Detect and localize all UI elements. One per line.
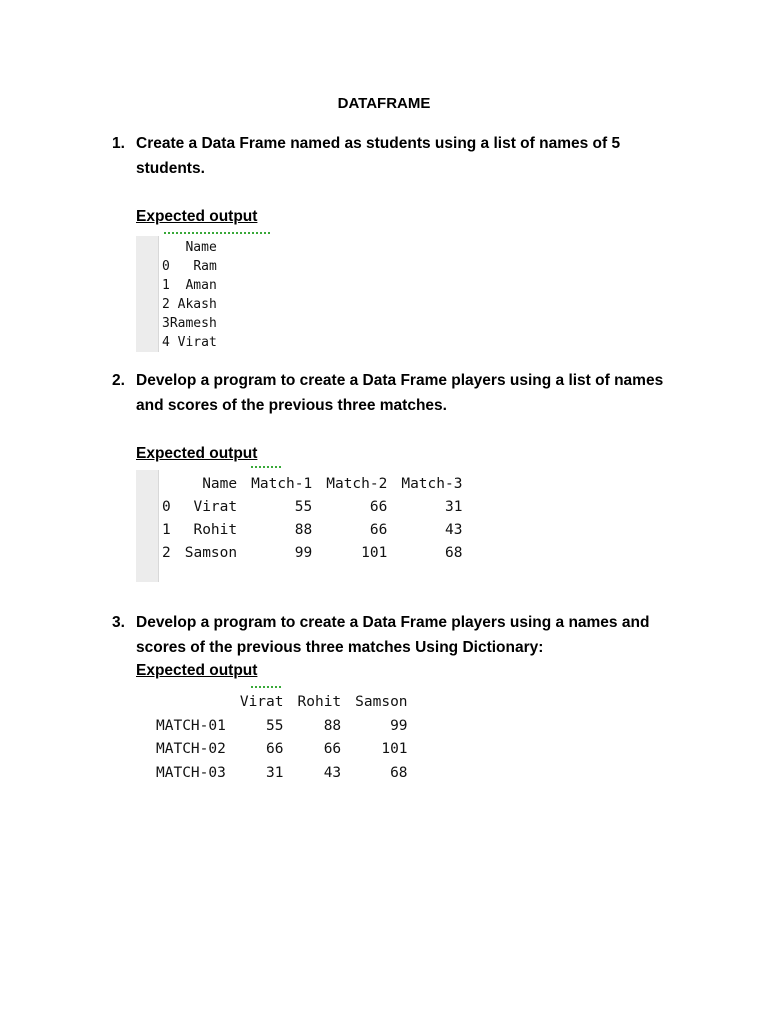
- column-header: Name: [202, 476, 238, 492]
- table-row: [156, 715, 408, 739]
- table-cell: 68: [444, 545, 463, 561]
- table-cell: Aman: [185, 278, 217, 293]
- table-cell: 43: [323, 764, 342, 781]
- table-header-row: [162, 473, 462, 496]
- row-index: 1: [162, 278, 170, 293]
- question-2: [112, 368, 672, 418]
- row-index: 1: [162, 522, 171, 538]
- table-cell: Virat: [193, 499, 238, 515]
- table-cell: 31: [266, 764, 284, 781]
- question-text: Create a Data Frame named as students using a list of names of 5 students.: [136, 135, 621, 177]
- table-cell: 31: [444, 499, 463, 515]
- index-header: [162, 238, 170, 257]
- row-index: 2: [162, 297, 170, 312]
- table-cell: 88: [294, 522, 313, 538]
- dataframe-table: [156, 691, 408, 785]
- table-header-row: [162, 238, 217, 257]
- column-header: Name: [185, 240, 217, 255]
- question-3: [112, 610, 672, 660]
- expected-output-label: Expected output: [136, 208, 258, 225]
- table-cell: Samson: [184, 545, 238, 561]
- question-text: Develop a program to create a Data Frame players using a list of names and scores of the previous three matches.: [136, 372, 664, 414]
- question-text: Develop a program to create a Data Frame players using a names and scores of the previous three matches Using Dictionary:: [136, 614, 650, 656]
- column-header: Match-1: [251, 476, 313, 492]
- row-index: 3: [162, 316, 170, 331]
- table-cell: Akash: [177, 297, 217, 312]
- question-number: 1.: [112, 135, 125, 152]
- expected-output-label: Expected output: [136, 662, 258, 679]
- question-number: 2.: [112, 372, 125, 389]
- question-number: 3.: [112, 614, 125, 631]
- row-index: 0: [162, 499, 171, 515]
- table-header-row: [156, 691, 408, 715]
- row-index: MATCH-01: [156, 717, 226, 734]
- row-index: 2: [162, 545, 171, 561]
- table-cell: 55: [266, 717, 284, 734]
- table-cell: 43: [444, 522, 463, 538]
- row-index: MATCH-03: [156, 764, 226, 781]
- column-header: Virat: [239, 694, 284, 710]
- index-header: [156, 691, 226, 715]
- table-cell: Ram: [193, 259, 217, 274]
- table-cell: 101: [381, 741, 408, 757]
- expected-output-image: [136, 470, 463, 582]
- table-cell: Virat: [177, 335, 217, 350]
- table-cell: 66: [369, 522, 388, 538]
- table-row: [162, 314, 217, 333]
- row-index: MATCH-02: [156, 741, 226, 757]
- table-cell: 101: [361, 545, 388, 561]
- table-cell: 66: [266, 741, 284, 757]
- table-row: [162, 295, 217, 314]
- table-cell: 66: [323, 741, 342, 757]
- table-row: [162, 519, 462, 542]
- table-cell: 99: [294, 545, 313, 561]
- column-header: Rohit: [297, 694, 342, 710]
- table-cell: 55: [294, 499, 313, 515]
- expected-output-image: [136, 236, 276, 352]
- table-cell: Ramesh: [169, 316, 217, 331]
- column-header: Match-3: [401, 476, 463, 492]
- column-header: Match-2: [326, 476, 388, 492]
- table-cell: 68: [390, 764, 408, 781]
- page-title: DATAFRAME: [337, 95, 431, 112]
- table-row: [162, 257, 217, 276]
- row-index: 4: [162, 335, 170, 350]
- crop-artifact: [251, 466, 281, 472]
- column-header: Samson: [355, 694, 408, 710]
- table-row: [156, 762, 408, 786]
- table-cell: 99: [390, 717, 408, 734]
- table-row: [162, 276, 217, 295]
- table-row: [162, 496, 462, 519]
- table-row: [162, 333, 217, 352]
- dataframe-table: [162, 473, 462, 565]
- question-1: [112, 131, 672, 181]
- table-cell: 66: [369, 499, 388, 515]
- table-row: [162, 542, 462, 565]
- expected-output-label: Expected output: [136, 445, 258, 462]
- dataframe-table: [162, 238, 217, 352]
- output-gutter: [136, 470, 159, 582]
- index-header: [162, 473, 171, 496]
- row-index: 0: [162, 259, 170, 274]
- table-cell: 88: [323, 717, 342, 734]
- output-gutter: [136, 236, 159, 352]
- table-row: [156, 738, 408, 762]
- table-cell: Rohit: [193, 522, 238, 538]
- expected-output-image: [136, 690, 416, 798]
